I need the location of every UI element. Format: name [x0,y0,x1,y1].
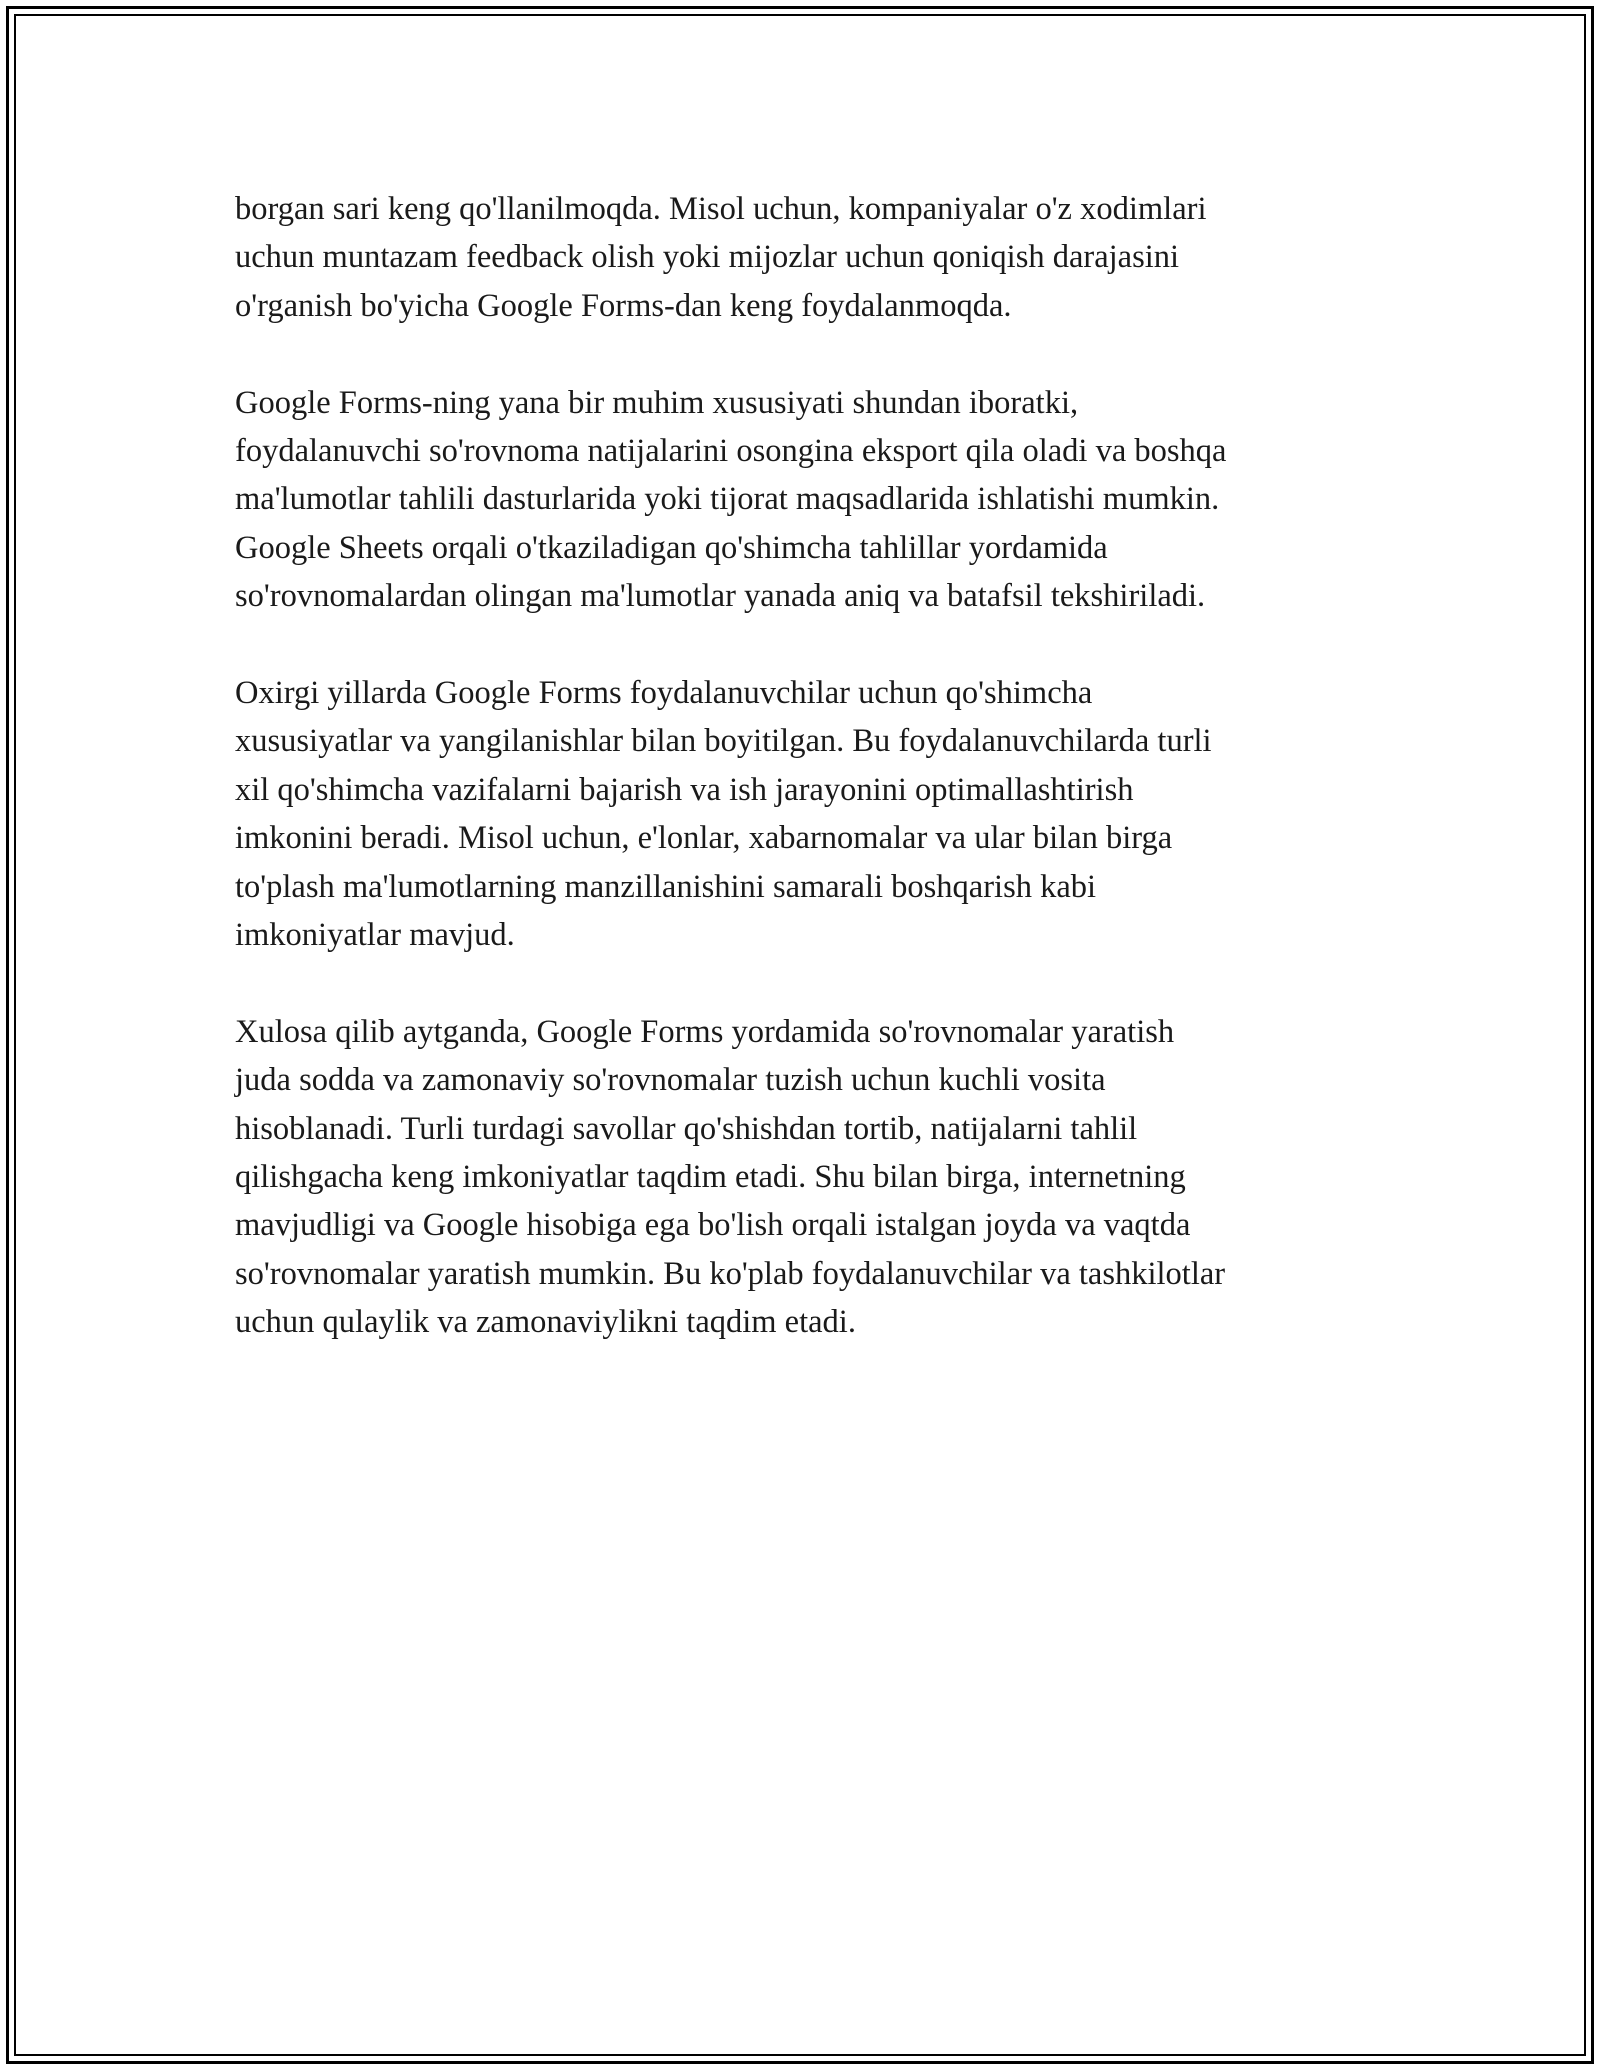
paragraph-2: Google Forms-ning yana bir muhim xususiyati shundan iboratki, foydalanuvchi so'rovnoma natijalarini osongina eksport qila oladi va boshqa ma'lumotlar tahlili dasturlarida yoki tijorat maqsadlarida ishlatishi mumkin. Google Sheets orqali o'tkaziladigan qo'shimcha tahlillar yordamida so'rovnomalardan olingan ma'lumotlar yanada aniq va batafsil tekshiriladi. [235,384,1227,615]
paragraph-4: Xulosa qilib aytganda, Google Forms yordamida so'rovnomalar yaratish juda sodda va zamonaviy so'rovnomalar tuzish uchun kuchli vosita hisoblanadi. Turli turdagi savollar qo'shishdan tortib, natijalarni tahlil qilishgacha keng imkoniyatlar taqdim etadi. Shu bilan birga, internetning mavjudligi va Google hisobiga ega bo'lish orqali istalgan joyda va vaqtda so'rovnomalar yaratish mumkin. Bu ko'plab foydalanuvchilar va tashkilotlar uchun qulaylik va zamonaviylikni taqdim etadi. [235,1013,1226,1341]
document-body [235,185,1395,1347]
paragraph-1: borgan sari keng qo'llanilmoqda. Misol uchun, kompaniyalar o'z xodimlari uchun muntazam feedback olish yoki mijozlar uchun qoniqish darajasini o'rganish bo'yicha Google Forms-dan keng foydalanmoqda. [235,191,1207,324]
paragraph-3: Oxirgi yillarda Google Forms foydalanuvchilar uchun qo'shimcha xususiyatlar va yangilanishlar bilan boyitilgan. Bu foydalanuvchilarda turli xil qo'shimcha vazifalarni bajarish va ish jarayonini optimallashtirish imkonini beradi. Misol uchun, e'lonlar, xabarnomalar va ular bilan birga to'plash ma'lumotlarning manzillanishini samarali boshqarish kabi imkoniyatlar mavjud. [235,675,1212,954]
